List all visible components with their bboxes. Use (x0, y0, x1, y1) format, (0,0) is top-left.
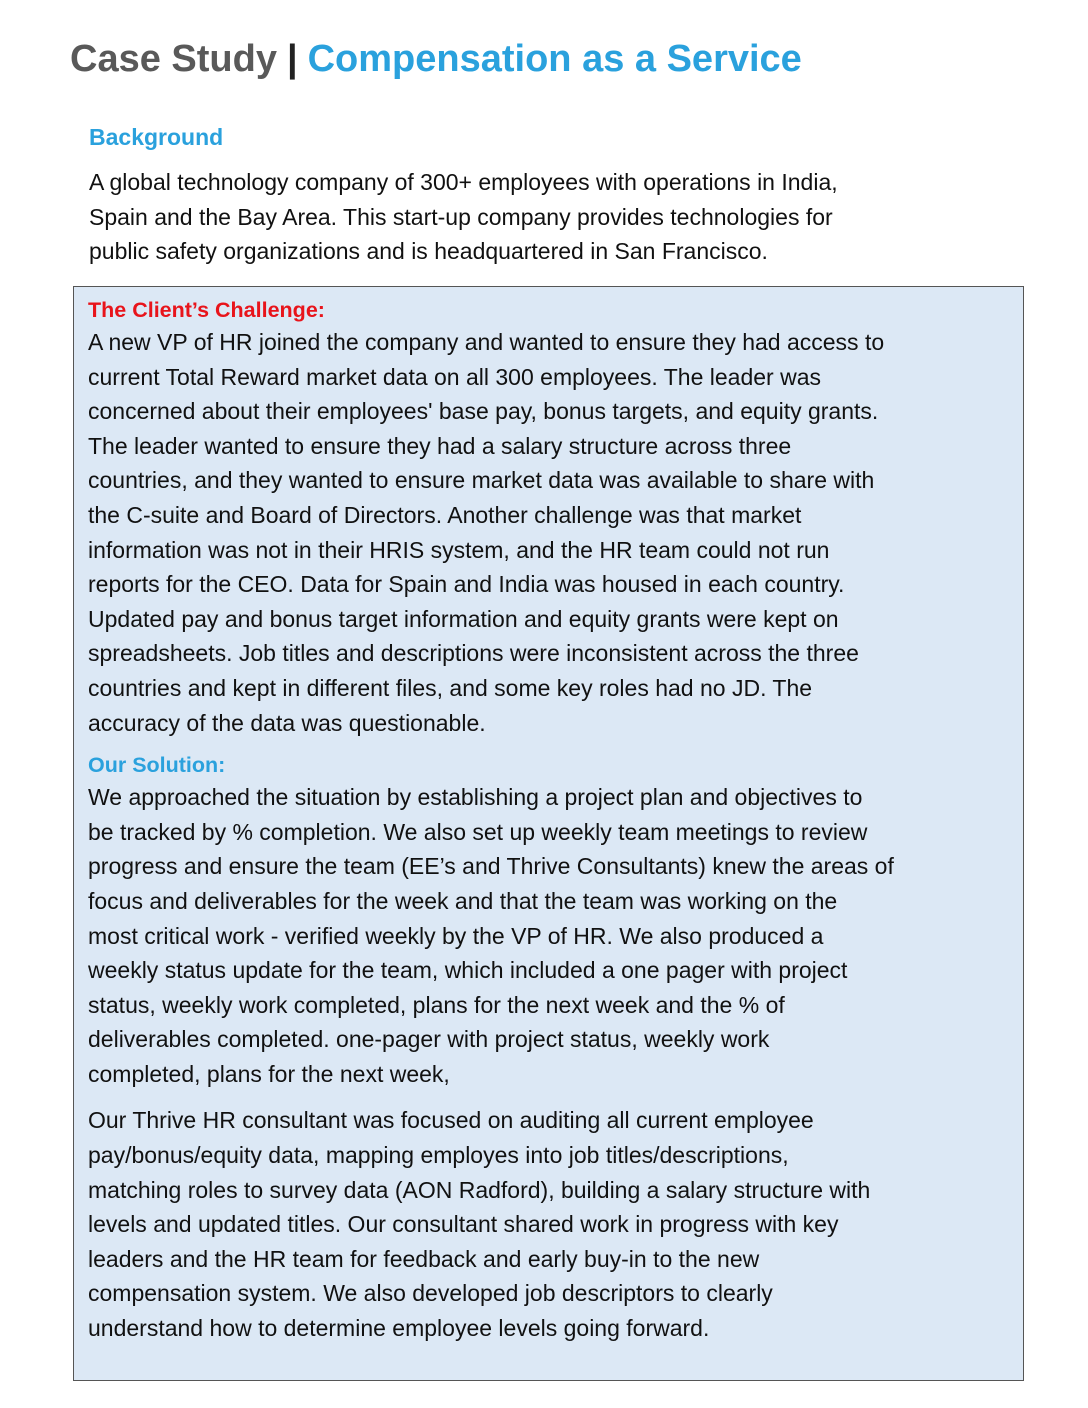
solution-line: progress and ensure the team (EE’s and Thrive Consultants) knew the areas of (88, 853, 894, 880)
challenge-line: Updated pay and bonus target information and equity grants were kept on (88, 605, 839, 632)
solution-line: focus and deliverables for the week and that the team was working on the (88, 887, 838, 914)
solution-line: matching roles to survey data (AON Radford), building a salary structure with (88, 1176, 871, 1203)
challenge-line: reports for the CEO. Data for Spain and India was housed in each country. (88, 571, 845, 598)
solution-line: Our Thrive HR consultant was focused on auditing all current employee (88, 1107, 814, 1134)
background-line: Spain and the Bay Area. This start-up company provides technologies for (89, 203, 833, 230)
solution-line: weekly status update for the team, which included a one pager with project (88, 957, 848, 984)
challenge-heading: The Client’s Challenge: (88, 298, 325, 322)
solution-line: most critical work - verified weekly by the VP of HR. We also produced a (88, 922, 824, 949)
details-panel (73, 286, 1024, 1381)
title-topic: Compensation as a Service (307, 38, 802, 80)
solution-line: leaders and the HR team for feedback and early buy-in to the new (88, 1245, 760, 1272)
challenge-line: the C-suite and Board of Directors. Another challenge was that market (88, 501, 802, 528)
solution-paragraph-1 (88, 780, 1013, 1091)
solution-line: pay/bonus/equity data, mapping employes into job titles/descriptions, (88, 1142, 789, 1169)
challenge-line: current Total Reward market data on all 300 employees. The leader was (88, 363, 821, 390)
solution-line: be tracked by % completion. We also set up weekly team meetings to review (88, 818, 868, 845)
challenge-line: countries and kept in different files, and some key roles had no JD. The (88, 674, 813, 701)
solution-heading: Our Solution: (88, 753, 226, 778)
solution-line: deliverables completed. one-pager with project status, weekly work (88, 1026, 770, 1053)
challenge-line: countries, and they wanted to ensure market data was available to share with (88, 467, 875, 494)
solution-line: levels and updated titles. Our consultant shared work in progress with key (88, 1211, 839, 1238)
background-text (89, 165, 989, 269)
solution-line: compensation system. We also developed job descriptors to clearly (88, 1280, 773, 1307)
challenge-line: information was not in their HRIS system, and the HR team could not run (88, 536, 830, 563)
background-line: public safety organizations and is headquartered in San Francisco. (89, 238, 768, 264)
challenge-line: spreadsheets. Job titles and descriptions were inconsistent across the three (88, 640, 859, 667)
solution-line: status, weekly work completed, plans for the next week and the % of (88, 991, 785, 1018)
page-title (70, 38, 802, 81)
solution-line: completed, plans for the next week, (88, 1060, 450, 1087)
title-case-study: Case Study (70, 38, 277, 80)
challenge-line: concerned about their employees' base pay, bonus targets, and equity grants. (88, 398, 879, 425)
solution-line: understand how to determine employee levels going forward. (88, 1315, 710, 1342)
challenge-line: A new VP of HR joined the company and wanted to ensure they had access to (88, 329, 885, 355)
background-heading: Background (89, 124, 224, 150)
challenge-line: The leader wanted to ensure they had a salary structure across three (88, 432, 792, 459)
solution-line: We approached the situation by establishing a project plan and objectives to (88, 784, 863, 811)
challenge-line: accuracy of the data was questionable. (88, 709, 486, 736)
title-separator: | (286, 38, 298, 80)
challenge-text (88, 325, 1013, 740)
solution-paragraph-2 (88, 1103, 1013, 1345)
background-line: A global technology company of 300+ employees with operations in India, (89, 169, 838, 195)
details-panel-content (88, 295, 1013, 1346)
